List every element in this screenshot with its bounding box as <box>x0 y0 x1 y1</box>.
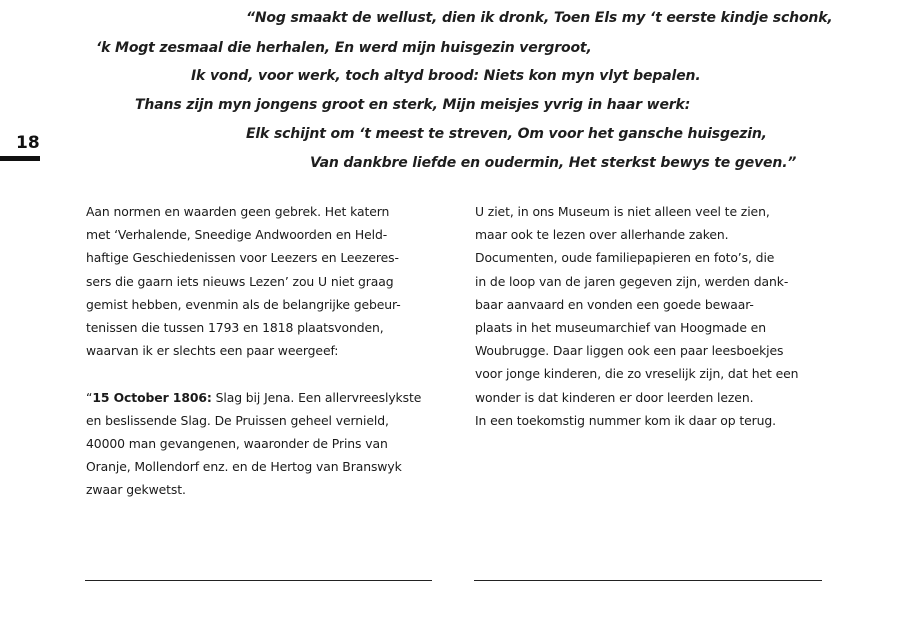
page-number: 18 <box>16 133 40 153</box>
quote-line: Oranje, Mollendorf enz. en de Hertog van Branswyk <box>86 459 402 475</box>
paragraph-line: Documenten, oude familiepapieren en foto’s, die <box>475 250 775 266</box>
paragraph-line: voor jonge kinderen, die zo vreselijk zijn, dat het een <box>475 366 799 382</box>
poem-line-2: ‘k Mogt zesmaal die herhalen, En werd mijn huisgezin vergroot, <box>96 40 592 56</box>
paragraph-line: haftige Geschiedenissen voor Leezers en Leezeres- <box>86 250 399 266</box>
paragraph-line: gemist hebben, evenmin als de belangrijke gebeur- <box>86 296 401 312</box>
paragraph-line: sers die gaarn iets nieuws Lezen’ zou U niet graag <box>86 273 394 289</box>
paragraph-line: In een toekomstig nummer kom ik daar op terug. <box>475 412 776 428</box>
paragraph-line: Aan normen en waarden geen gebrek. Het katern <box>86 204 390 219</box>
paragraph-line: wonder is dat kinderen er door leerden lezen. <box>475 389 754 405</box>
poem-line-4: Thans zijn myn jongens groot en sterk, Mijn meisjes yvrig in haar werk: <box>135 97 691 113</box>
poem-line-1: “Nog smaakt de wellust, dien ik dronk, Toen Els my ‘t eerste kindje schonk, <box>246 10 833 26</box>
paragraph-line: Woubrugge. Daar liggen ook een paar leesboekjes <box>475 343 784 359</box>
paragraph-line: plaats in het museumarchief van Hoogmade en <box>475 320 766 336</box>
paragraph-line: U ziet, in ons Museum is niet alleen veel te zien, <box>475 204 770 219</box>
paragraph-gap <box>86 362 436 385</box>
footer-rule-right <box>474 580 822 581</box>
paragraph-line: waarvan ik er slechts een paar weergeef: <box>86 343 339 359</box>
paragraph-line: met ‘Verhalende, Sneedige Andwoorden en Held- <box>86 227 388 243</box>
paragraph-line: in de loop van de jaren gegeven zijn, werden dank- <box>475 273 789 289</box>
poem-block <box>0 0 900 180</box>
poem-line-6: Van dankbre liefde en oudermin, Het sterkst bewys te geven.” <box>310 155 797 171</box>
footer-rule-left <box>85 580 432 581</box>
quote-line: zwaar gekwetst. <box>86 482 186 498</box>
quote-line: 40000 man gevangenen, waaronder de Prins van <box>86 436 388 452</box>
quote-first-rest: Slag bij Jena. Een allervreeslykste <box>211 389 422 405</box>
quote-first-line <box>86 386 436 409</box>
quote-line: en beslissende Slag. De Pruissen geheel vernield, <box>86 412 389 428</box>
right-column <box>475 200 825 432</box>
paragraph-line: tenissen die tussen 1793 en 1818 plaatsvonden, <box>86 320 384 336</box>
poem-line-3: Ik vond, voor werk, toch altyd brood: Niets kon myn vlyt bepalen. <box>191 68 701 84</box>
poem-line-5: Elk schijnt om ‘t meest te streven, Om voor het gansche huisgezin, <box>246 126 767 142</box>
paragraph-line: maar ook te lezen over allerhande zaken. <box>475 227 729 243</box>
quote-open-mark: “ <box>86 389 93 405</box>
paragraph-line: baar aanvaard en vonden een goede bewaar- <box>475 296 754 312</box>
quote-date: 15 October 1806: <box>92 389 212 405</box>
left-column <box>86 200 436 502</box>
page-number-tab <box>0 156 40 161</box>
